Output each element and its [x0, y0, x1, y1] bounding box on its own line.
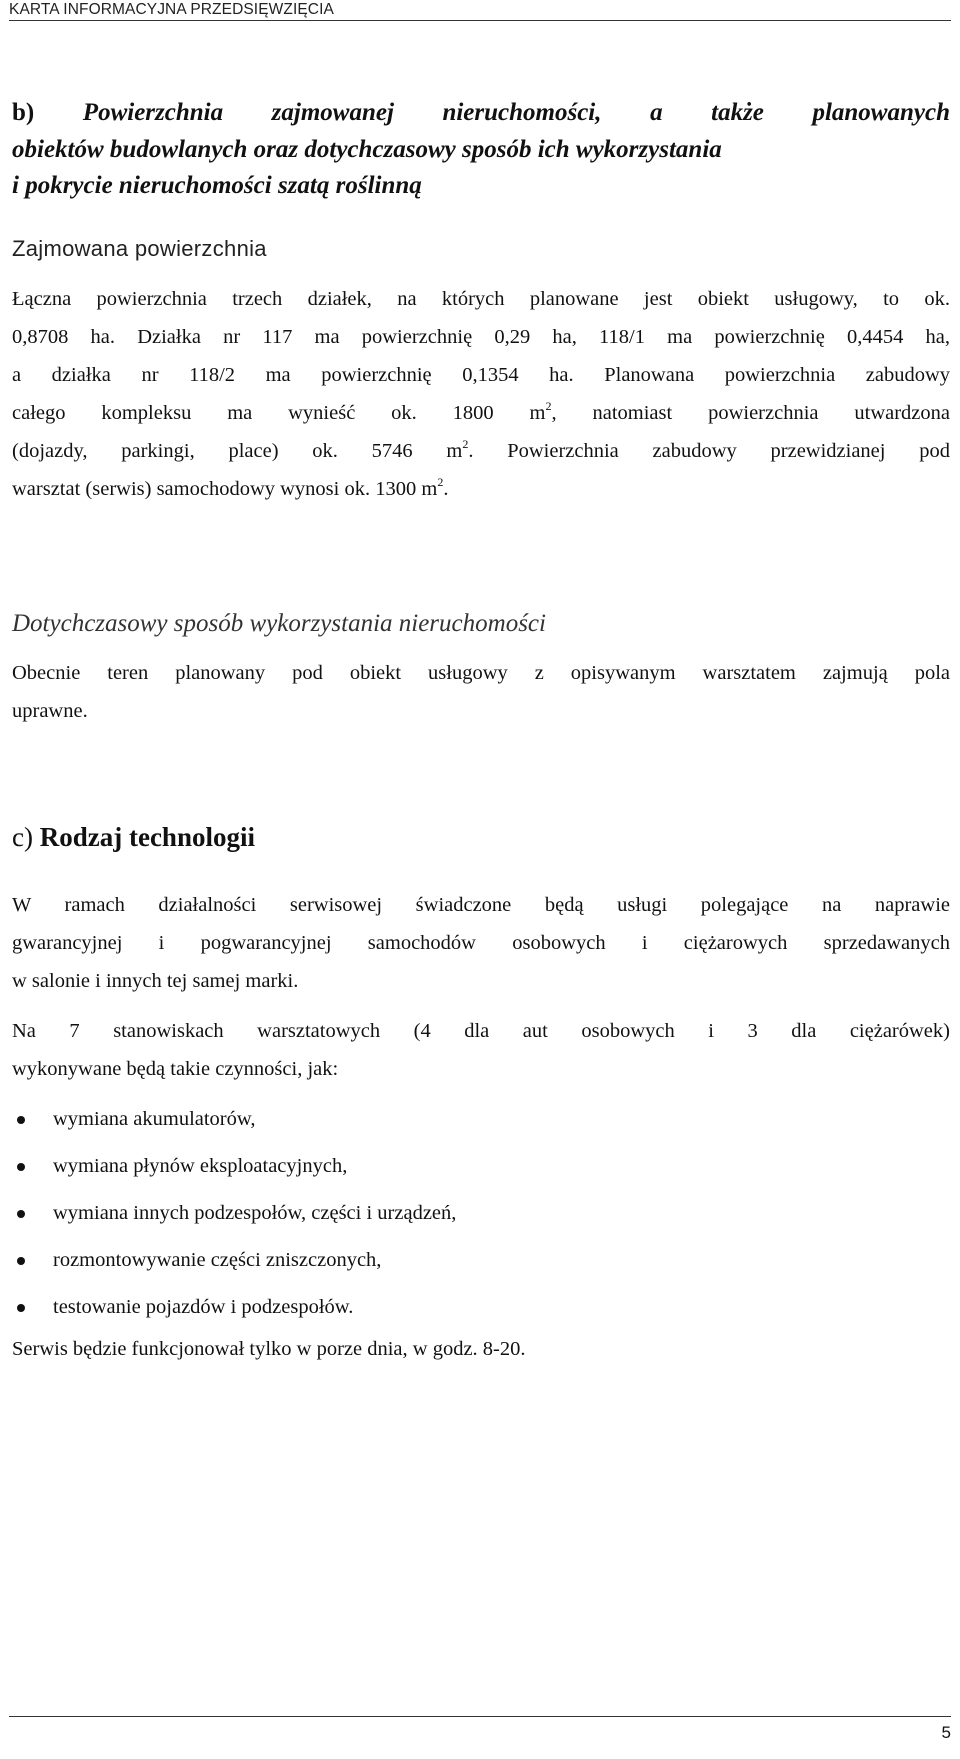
closing-paragraph	[12, 1330, 950, 1368]
paragraph-line: Obecnie teren planowany pod obiekt usługowy z opisywanym warsztatem zajmują pola	[12, 662, 950, 684]
paragraph-line: całego kompleksu ma wynieść ok. 1800 $m^2$, natomiast powierzchnia utwardzona	[12, 399, 950, 424]
paragraph-line: 0,8708 ha. Działka nr 117 ma powierzchnię 0,29 ha, 118/1 ma powierzchnię 0,4454 ha,	[12, 326, 950, 348]
paragraph-line: Serwis będzie funkcjonował tylko w porze dnia, w godz. 8-20.	[12, 1338, 526, 1360]
bullet-icon	[17, 1257, 25, 1265]
current-use-heading: Dotychczasowy sposób wykorzystania nieruchomości	[12, 610, 546, 637]
paragraph-line: uprawne.	[12, 700, 88, 722]
current-use-paragraph	[12, 654, 950, 730]
list-item: wymiana akumulatorów,	[12, 1096, 950, 1143]
section-b-heading-line-1: b) Powierzchnia zajmowanej nieruchomości, a także planowanych	[12, 99, 950, 126]
list-item: testowanie pojazdów i podzespołów.	[12, 1284, 950, 1331]
paragraph-line: Łączna powierzchnia trzech działek, na których planowane jest obiekt usługowy, to ok.	[12, 288, 950, 310]
page-number: 5	[941, 1723, 951, 1742]
bullet-icon	[17, 1163, 25, 1171]
list-item: wymiana innych podzespołów, części i urządzeń,	[12, 1190, 950, 1237]
section-c-heading: c) Rodzaj technologii	[12, 822, 255, 852]
running-header	[9, 0, 951, 21]
bullet-icon	[17, 1116, 25, 1124]
paragraph-line: W ramach działalności serwisowej świadczone będą usługi polegające na naprawie	[12, 894, 950, 916]
page-footer	[9, 1716, 951, 1743]
bullet-icon	[17, 1210, 25, 1218]
section-b-heading	[12, 95, 950, 205]
occupied-area-paragraph	[12, 280, 950, 508]
occupied-area-heading: Zajmowana powierzchnia	[12, 236, 267, 261]
paragraph-line: wykonywane będą takie czynności, jak:	[12, 1058, 339, 1080]
paragraph-line: gwarancyjnej i pogwarancyjnej samochodów osobowych i ciężarowych sprzedawanych	[12, 932, 950, 954]
header-title: KARTA INFORMACYJNA PRZEDSIĘWZIĘCIA	[9, 1, 334, 18]
section-b-heading-line-3: i pokrycie nieruchomości szatą roślinną	[12, 172, 422, 199]
paragraph-line: w salonie i innych tej samej marki.	[12, 970, 299, 992]
stations-paragraph	[12, 1012, 950, 1088]
list-item: wymiana płynów eksploatacyjnych,	[12, 1143, 950, 1190]
paragraph-line: warsztat (serwis) samochodowy wynosi ok. 1300 $m^2$.	[12, 475, 449, 500]
section-b-heading-line-2: obiektów budowlanych oraz dotychczasowy sposób ich wykorzystania	[12, 135, 722, 163]
technology-intro-paragraph	[12, 886, 950, 1000]
paragraph-line: a działka nr 118/2 ma powierzchnię 0,1354 ha. Planowana powierzchnia zabudowy	[12, 364, 950, 386]
list-item: rozmontowywanie części zniszczonych,	[12, 1237, 950, 1284]
paragraph-line: (dojazdy, parkingi, place) ok. 5746 $m^2$. Powierzchnia zabudowy przewidzianej pod	[12, 437, 950, 462]
activities-list	[12, 1096, 950, 1331]
bullet-icon	[17, 1304, 25, 1312]
paragraph-line: Na 7 stanowiskach warsztatowych (4 dla aut osobowych i 3 dla ciężarówek)	[12, 1020, 950, 1042]
